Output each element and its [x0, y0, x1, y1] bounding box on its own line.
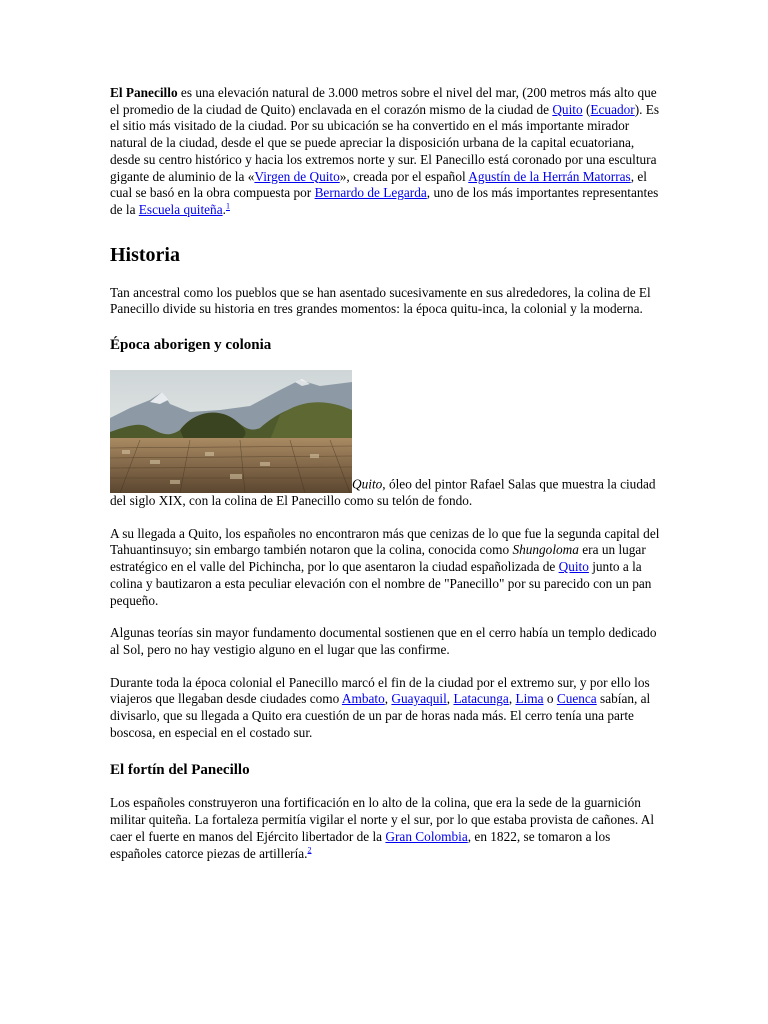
footnote-ref-1[interactable]: 1 — [225, 201, 230, 211]
link-bernardo-legarda[interactable]: Bernardo de Legarda — [314, 185, 427, 201]
footnote-ref-2[interactable]: 2 — [307, 845, 312, 855]
link-ambato[interactable]: Ambato — [341, 691, 385, 707]
quito-painting-image[interactable] — [110, 370, 352, 493]
link-quito[interactable]: Quito — [552, 101, 583, 117]
link-guayaquil[interactable]: Guayaquil — [391, 691, 447, 707]
historia-paragraph: Tan ancestral como los pueblos que se han asentado sucesivamente en sus alrededores, la colina de El Panecillo divide su historia en tres grandes momentos: la época quitu-inca, la colonial y la moderna. — [110, 284, 651, 317]
painting-landscape-icon — [110, 370, 352, 493]
link-quito-2[interactable]: Quito — [558, 559, 589, 575]
link-latacunga[interactable]: Latacunga — [453, 691, 509, 707]
link-escuela-quitena[interactable]: Escuela quiteña — [138, 201, 223, 217]
epoca-paragraph-1: A su llegada a Quito, los españoles no encontraron más que cenizas de lo que fue la segunda capital del Tahuantinsuyo; sin embargo también notaron que la colina, conocida como Shungoloma era un lugar estratégico en el valle del Pichincha, por lo que asentaron la ciudad españolizada de Quito junto a la colina y bautizaron a esta peculiar elevación con el nombre de "Panecillo" por su parecido con un pan pequeño. — [110, 525, 660, 608]
fortin-paragraph: Los españoles construyeron una fortificación en lo alto de la colina, que era la sede de la guarnición militar quiteña. La fortaleza permitía vigilar el norte y el sur, por lo que estaba provista de cañones. Al caer el fuerte en manos del Ejército libertador de la Gran Colombia, en 1822, se tomaron a los españoles catorce piezas de artillería.$^2$ — [110, 795, 655, 861]
link-agustin-herran[interactable]: Agustín de la Herrán Matorras — [468, 168, 631, 184]
epoca-paragraph-3: Durante toda la época colonial el Panecillo marcó el fin de la ciudad por el extremo sur, y por ello los viajeros que llegaban desde ciudades como Ambato, Guayaquil, Latacunga, Lima o Cuenca sabían, al divisarlo, que su llegada a Quito era cuestión de un par de horas nada más. El cerro tenía una parte boscosa, en especial en el costado sur. — [110, 674, 651, 740]
figure-with-caption — [110, 370, 660, 510]
link-cuenca[interactable]: Cuenca — [556, 691, 597, 707]
intro-paragraph: El Panecillo es una elevación natural de 3.000 metros sobre el nivel del mar, (200 metros más alto que el promedio de la ciudad de Quito) enclavada en el corazón mismo de la ciudad de Quito (Ecuador). Es el sitio más visitado de la ciudad. Por su ubicación se ha convertido en el más importante mirador natural de la ciudad, desde el que se puede apreciar la disposición urbana de la capital ecuatoriana, desde su centro histórico y hacia los extremos norte y sur. El Panecillo está coronado por una escultura gigante de aluminio de la «Virgen de Quito», creada por el español Agustín de la Herrán Matorras, el cual se basó en la obra compuesta por Bernardo de Legarda, uno de los más importantes representantes de la Escuela quiteña.$^1$ — [110, 85, 660, 217]
link-gran-colombia[interactable]: Gran Colombia — [385, 828, 468, 844]
section-heading-fortin: El fortín del Panecillo — [110, 762, 250, 779]
caption-text: , óleo del pintor Rafael Salas que muestra la ciudad del siglo XIX, con la colina de El Panecillo como su telón de fondo. — [110, 476, 656, 509]
section-heading-epoca: Época aborigen y colonia — [110, 337, 272, 354]
article-body — [110, 85, 660, 878]
link-ecuador[interactable]: Ecuador — [590, 101, 635, 117]
caption-title: Quito — [352, 476, 383, 492]
link-lima[interactable]: Lima — [515, 691, 544, 707]
article-subject: El Panecillo — [110, 85, 178, 100]
link-virgen-de-quito[interactable]: Virgen de Quito — [254, 168, 340, 184]
section-heading-historia: Historia — [110, 243, 180, 266]
epoca-paragraph-2: Algunas teorías sin mayor fundamento documental sostienen que en el cerro había un templo dedicado al Sol, pero no hay vestigio alguno en el lugar que las confirme. — [110, 625, 657, 657]
